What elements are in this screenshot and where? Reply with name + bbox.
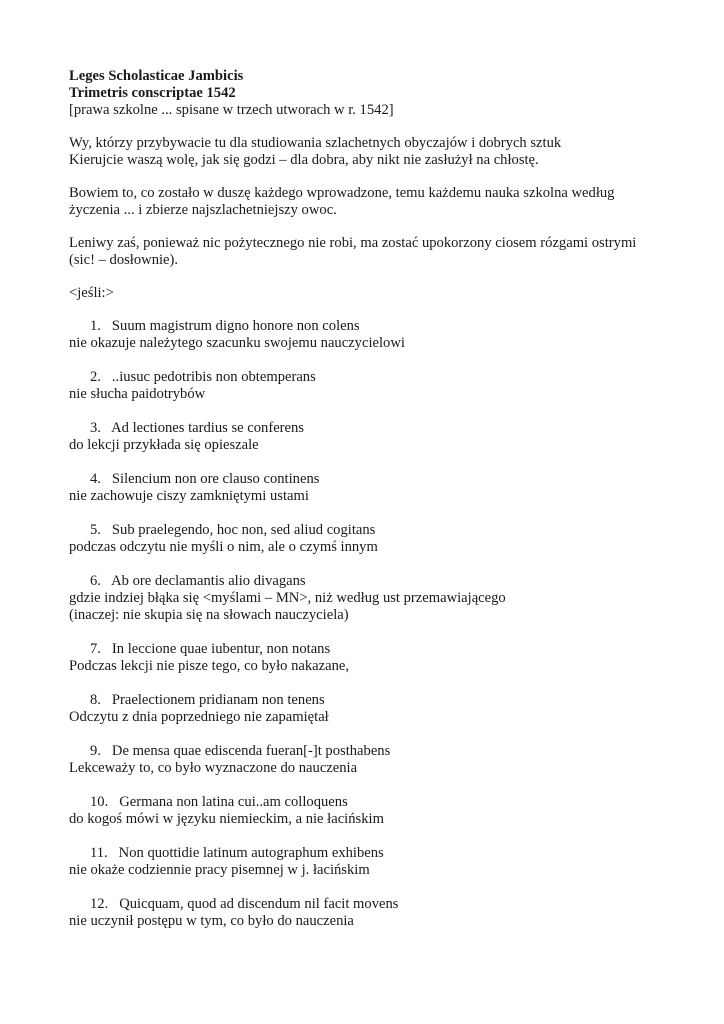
- intro-paragraph-3-line-1: Leniwy zaś, ponieważ nic pożytecznego nie robi, ma zostać upokorzony ciosem rózgami ostrymi: [69, 235, 637, 251]
- rule-item: [69, 369, 689, 403]
- rule-latin-text: Suum magistrum digno honore non colens: [111, 318, 360, 334]
- rule-latin-line: [69, 471, 689, 488]
- rule-number: 2.: [90, 369, 101, 385]
- rule-number: 1.: [90, 318, 101, 334]
- intro-paragraph-1-line-2: Kierujcie waszą wolę, jak się godzi – dla dobra, aby nikt nie zasłużył na chłostę.: [69, 152, 539, 168]
- rule-latin-text: Quicquam, quod ad discendum nil facit movens: [119, 896, 399, 912]
- intro-paragraph-2-line-1: Bowiem to, co zostało w duszę każdego wprowadzone, temu każdemu nauka szkolna według: [69, 185, 615, 201]
- document-title-line-2: Trimetris conscriptae 1542: [69, 85, 236, 101]
- rule-latin-text: Non quottidie latinum autographum exhibens: [118, 845, 384, 861]
- rule-translation-line: (inaczej: nie skupia się na słowach nauczyciela): [69, 607, 349, 623]
- rule-translation-line: podczas odczytu nie myśli o nim, ale o czymś innym: [69, 539, 378, 555]
- rule-number: 11.: [90, 845, 108, 861]
- rule-latin-line: [69, 743, 689, 760]
- rule-number: 9.: [90, 743, 101, 759]
- intro-paragraph-1-line-1: Wy, którzy przybywacie tu dla studiowania szlachetnych obyczajów i dobrych sztuk: [69, 135, 562, 151]
- intro-paragraph-3: [69, 235, 689, 269]
- rule-item: [69, 794, 689, 828]
- rule-latin-line: [69, 896, 689, 913]
- rule-latin-text: In leccione quae iubentur, non notans: [111, 641, 331, 657]
- document-title-line-1: Leges Scholasticae Jambicis: [69, 68, 244, 84]
- rule-translation-line: Odczytu z dnia poprzedniego nie zapamiętał: [69, 709, 329, 725]
- rule-translation-line: nie zachowuje ciszy zamkniętymi ustami: [69, 488, 309, 504]
- rule-translation-line: nie okazuje należytego szacunku swojemu nauczycielowi: [69, 335, 405, 351]
- document-subtitle-note: [prawa szkolne ... spisane w trzech utworach w r. 1542]: [69, 102, 394, 118]
- rule-translation-line: Lekceważy to, co było wyznaczone do nauczenia: [69, 760, 358, 776]
- rule-item: [69, 743, 689, 777]
- rule-number: 5.: [90, 522, 101, 538]
- rule-item: [69, 692, 689, 726]
- intro-paragraph-2: [69, 185, 689, 219]
- intro-paragraph-1: [69, 135, 689, 169]
- rule-latin-text: Ab ore declamantis alio divagans: [111, 573, 306, 589]
- rule-item: [69, 845, 689, 879]
- rule-latin-text: Germana non latina cui..am colloquens: [119, 794, 348, 810]
- rule-translation-line: do kogoś mówi w języku niemieckim, a nie łacińskim: [69, 811, 384, 827]
- rule-number: 7.: [90, 641, 101, 657]
- rule-latin-text: ..iusuc pedotribis non obtemperans: [111, 369, 316, 385]
- rule-latin-line: [69, 794, 689, 811]
- rule-translation-line: gdzie indziej błąka się <myślami – MN>, niż według ust przemawiającego: [69, 590, 506, 606]
- rule-translation-line: do lekcji przykłada się opieszale: [69, 437, 259, 453]
- document-page: [69, 68, 689, 947]
- rule-number: 4.: [90, 471, 101, 487]
- rule-number: 10.: [90, 794, 109, 810]
- rule-number: 12.: [90, 896, 109, 912]
- rule-item: [69, 420, 689, 454]
- rule-latin-line: [69, 369, 689, 386]
- rule-latin-text: Praelectionem pridianam non tenens: [111, 692, 325, 708]
- rule-translation-line: Podczas lekcji nie pisze tego, co było nakazane,: [69, 658, 350, 674]
- rule-translation-line: nie okaże codziennie pracy pisemnej w j. łacińskim: [69, 862, 370, 878]
- rule-latin-line: [69, 318, 689, 335]
- rules-list: [69, 318, 689, 930]
- rule-latin-text: Ad lectiones tardius se conferens: [111, 420, 304, 436]
- rule-latin-line: [69, 845, 689, 862]
- rule-item: [69, 641, 689, 675]
- intro-paragraph-3-line-2: (sic! – dosłownie).: [69, 252, 179, 268]
- intro-paragraph-2-line-2: życzenia ... i zbierze najszlachetniejszy owoc.: [69, 202, 337, 218]
- rule-number: 6.: [90, 573, 101, 589]
- rule-number: 3.: [90, 420, 101, 436]
- rule-latin-line: [69, 420, 689, 437]
- rule-item: [69, 522, 689, 556]
- rule-latin-line: [69, 573, 689, 590]
- rule-latin-text: De mensa quae ediscenda fueran[-]t posthabens: [111, 743, 391, 759]
- rule-latin-text: Sub praelegendo, hoc non, sed aliud cogitans: [111, 522, 376, 538]
- rule-item: [69, 896, 689, 930]
- rule-latin-line: [69, 641, 689, 658]
- rule-item: [69, 573, 689, 624]
- rule-item: [69, 471, 689, 505]
- rule-latin-text: Silencium non ore clauso continens: [111, 471, 320, 487]
- rule-latin-line: [69, 692, 689, 709]
- rule-number: 8.: [90, 692, 101, 708]
- rule-latin-line: [69, 522, 689, 539]
- rule-translation-line: nie uczynił postępu w tym, co było do nauczenia: [69, 913, 354, 929]
- condition-marker: <jeśli:>: [69, 285, 114, 301]
- rule-translation-line: nie słucha paidotrybów: [69, 386, 206, 402]
- rule-item: [69, 318, 689, 352]
